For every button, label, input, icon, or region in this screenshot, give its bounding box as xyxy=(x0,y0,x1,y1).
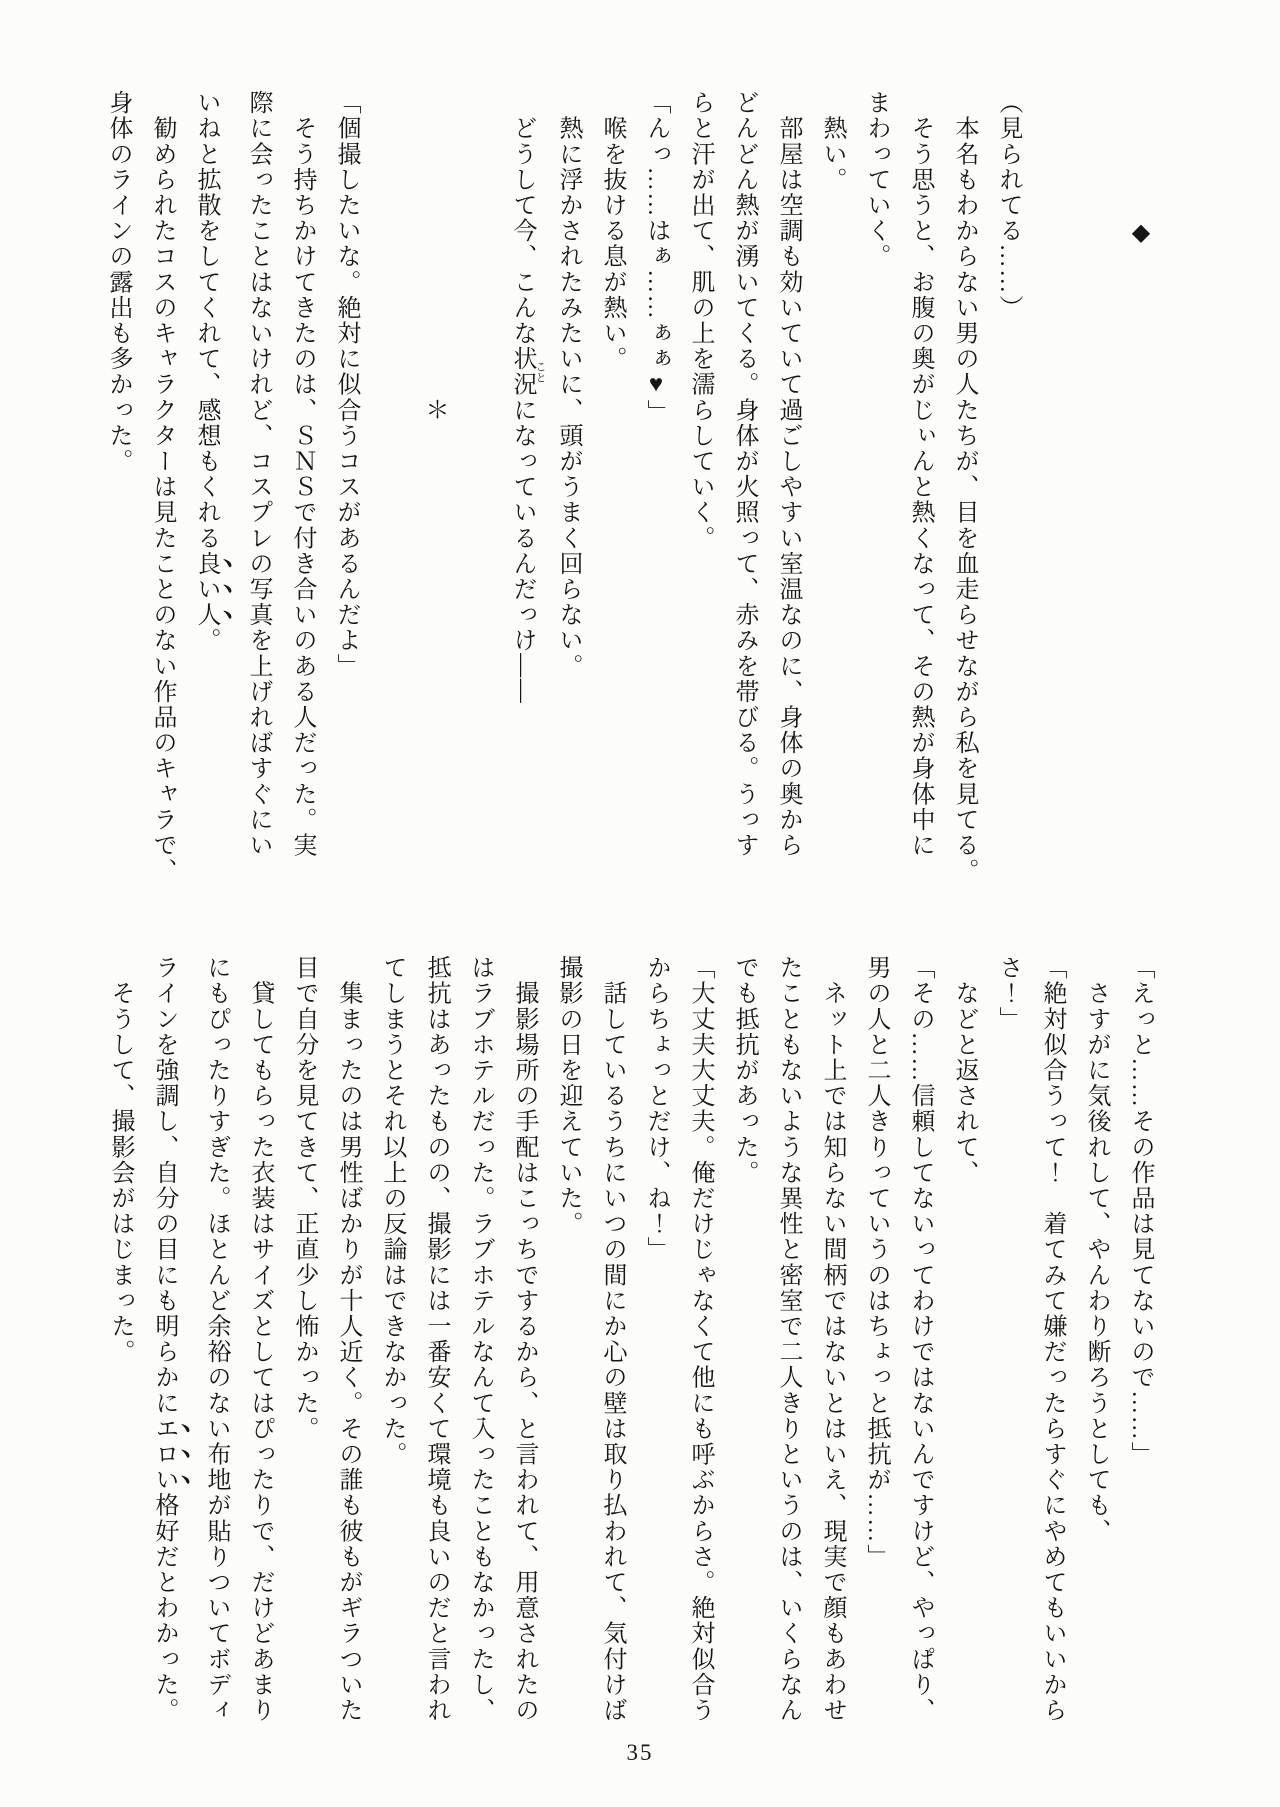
text-line: ネット上では知らない間柄ではないとはいえ、現実で顔もあわせ xyxy=(819,955,845,1723)
text-line: そう持ちかけてきたのは、ＳＮＳで付き合いのある人だった。実 xyxy=(289,90,315,858)
text-line: 話しているうちにいつの間にか心の壁は取り払われて、気付けば xyxy=(599,955,625,1723)
upper-text-block xyxy=(96,90,1162,890)
text-line: 喉を抜ける息が熱い。 xyxy=(599,90,625,372)
text-line: にもぴったりすぎた。ほとんど余裕のない布地が貼りついてボディ xyxy=(203,955,229,1723)
text-line: 「絶対似合うって！ 着てみて嫌だったらすぐにやめてもいいから xyxy=(1039,955,1065,1723)
text-line: さ！」 xyxy=(995,955,1021,1032)
text-line: 「んっ……はぁ……ぁぁ♥」 xyxy=(643,90,669,425)
text-line: ラインを強調し、自分の目にも明らかにエロい格好だとわかった。 xyxy=(151,955,177,1724)
text-line: 熱い。 xyxy=(819,90,845,193)
blank-line xyxy=(368,90,412,890)
text-line: 撮影の日を迎えていた。 xyxy=(555,955,581,1237)
text-line: からちょっとだけ、ね！」 xyxy=(643,955,669,1263)
blank-line xyxy=(456,90,500,890)
text-line: いねと拡散をしてくれて、感想もくれる良い人。 xyxy=(193,90,219,654)
text-line: でも抵抗があった。 xyxy=(731,955,757,1186)
text-line: 「大丈夫大丈夫。俺だけじゃなくて他にも呼ぶからさ。絶対似合う xyxy=(687,955,713,1723)
text-line: （見られてる……） xyxy=(995,90,1021,321)
text-line: 目で自分を見てきて、正直少し怖かった。 xyxy=(291,955,317,1442)
text-line: らと汗が出て、肌の上を濡らしていく。 xyxy=(687,90,713,551)
text-line: 身体のラインの露出も多かった。 xyxy=(105,90,131,474)
text-line: そう思うと、お腹の奥がじぃんと熱くなって、その熱が身体中に xyxy=(907,90,933,858)
text-line: などと返されて、 xyxy=(951,955,977,1186)
blank-line xyxy=(1074,90,1118,890)
text-line: 「えっと……その作品は見てないので……」 xyxy=(1127,955,1153,1467)
text-line: まわっていく。 xyxy=(863,90,889,270)
text-line: はラブホテルだった。ラブホテルなんて入ったこともなかったし、 xyxy=(467,955,493,1723)
text-line: どんどん熱が湧いてくる。身体が火照って、赤みを帯びる。うっす xyxy=(731,90,757,858)
text-line: てしまうとそれ以上の反論はできなかった。 xyxy=(379,955,405,1467)
text-line: 際に会ったことはないけれど、コスプレの写真を上げればすぐにい xyxy=(245,90,271,858)
section-marker-diamond: ◆ xyxy=(1127,90,1153,248)
text-line: 本名もわからない男の人たちが、目を血走らせながら私を見てる。 xyxy=(951,90,977,884)
text-line: 抵抗はあったものの、撮影には一番安くて環境も良いのだと言われ xyxy=(423,955,449,1723)
text-line: 勧められたコスのキャラクターは見たことのない作品のキャラで、 xyxy=(149,90,175,884)
text-line: さすがに気後れして、やんわり断ろうとしても、 xyxy=(1083,955,1109,1544)
text-line: 「その……信頼してないってわけではないんですけど、やっぱり、 xyxy=(907,955,933,1723)
text-line: 集まったのは男性ばかりが十人近く。その誰も彼もがギラついた xyxy=(335,955,361,1723)
text-line: 熱に浮かされたみたいに、頭がうまく回らない。 xyxy=(555,90,581,679)
text-line: 撮影場所の手配はこっちでするから、と言われて、用意されたの xyxy=(511,955,537,1723)
text-line: どうして今、こんな状況 ことになっているんだっけ―― xyxy=(509,90,546,705)
page-number: 35 xyxy=(626,1740,654,1765)
blank-line xyxy=(1030,90,1074,890)
lower-text-block xyxy=(98,955,1162,1755)
text-line: たこともないような異性と密室で二人きりというのは、いくらなん xyxy=(775,955,801,1723)
text-line: 部屋は空調も効いていて過ごしやすい室温なのに、身体の奥から xyxy=(775,90,801,858)
text-line: 男の人と二人きりっていうのはちょっと抵抗が……」 xyxy=(863,955,889,1570)
text-line: 貸してもらった衣装はサイズとしてはぴったりで、だけどあまり xyxy=(247,955,273,1723)
scene-break-asterisk: ＊ xyxy=(421,90,447,423)
text-line: 「個撮したいな。絶対に似合うコスがあるんだよ」 xyxy=(333,90,359,679)
text-line: そうして、撮影会がはじまった。 xyxy=(107,955,133,1365)
